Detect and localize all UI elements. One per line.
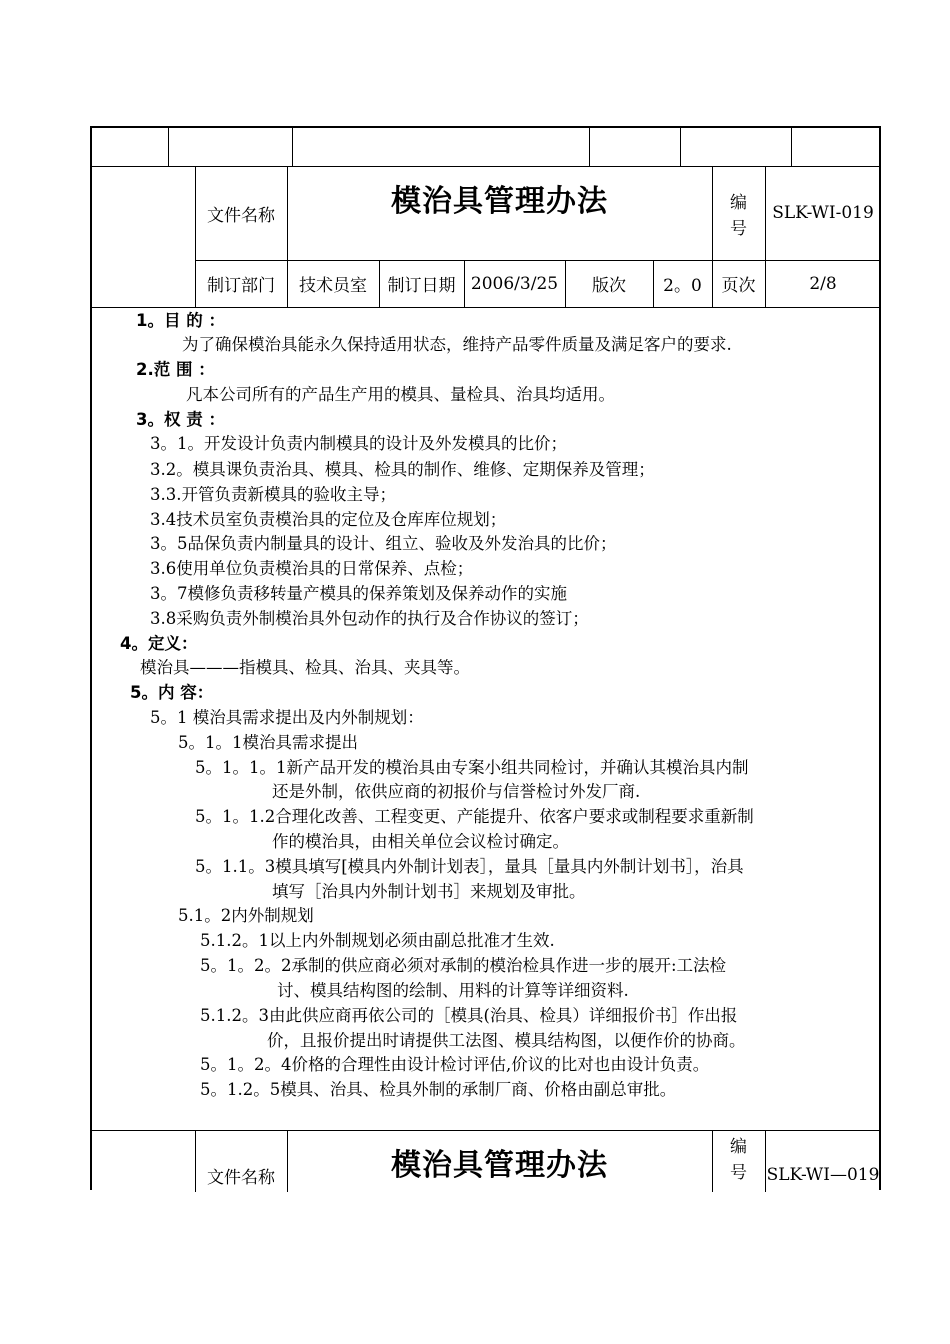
section-5-1-1: 5。1。1模治具需求提出	[178, 733, 358, 752]
content-heading: 5。内 容：	[130, 683, 214, 702]
dept-value: 技术员室	[299, 276, 367, 296]
divider	[168, 128, 169, 166]
responsibility-heading: 3。权 责 ：	[136, 410, 225, 429]
purpose-heading: 1。目 的 ：	[136, 311, 225, 330]
divider	[680, 128, 681, 166]
section-5-1-1-1-cont: 还是外制，依供应商的初报价与信誉检讨外发厂商.	[272, 782, 641, 801]
section-5-1-2-1: 5.1.2。1以上内外制规划必须由副总批准才生效.	[200, 931, 555, 950]
list-item: 3。1。开发设计负责内制模具的设计及外发模具的比价；	[150, 434, 567, 453]
code-label-next-2: 号	[730, 1162, 747, 1183]
list-item: 3.2。模具课负责治具、模具、检具的制作、维修、定期保养及管理；	[150, 460, 655, 479]
section-5-1-1-1: 5。1。1。1新产品开发的模治具由专案小组共同检讨，并确认其模治具内制	[195, 758, 749, 777]
definition-heading: 4。定义：	[120, 634, 198, 653]
section-5-1-2-3-cont: 价，且报价提出时请提供工法图、模具结构图，以便作价的协商。	[267, 1031, 746, 1050]
code-label-next-1: 编	[730, 1136, 747, 1157]
code-label-2: 号	[730, 218, 747, 239]
scope-text: 凡本公司所有的产品生产用的模具、量检具、治具均适用。	[186, 385, 615, 404]
document-title-next: 模治具管理办法	[391, 1148, 608, 1183]
divider	[92, 307, 879, 308]
list-item: 3.6使用单位负责模治具的日常保养、点检；	[150, 559, 474, 578]
doc-name-label: 文件名称	[207, 205, 275, 226]
divider	[92, 1130, 879, 1131]
list-item: 3。7模修负责移转量产模具的保养策划及保养动作的实施	[150, 584, 567, 603]
section-5-1-2-4: 5。1。2。4价格的合理性由设计检讨评估,价议的比对也由设计负责。	[200, 1055, 710, 1074]
page-label: 页次	[721, 276, 756, 296]
section-5-1-1-2-cont: 作的模治具，由相关单位会议检讨确定。	[272, 832, 569, 851]
section-5-1-2: 5.1。2内外制规划	[178, 906, 314, 925]
purpose-text: 为了确保模治具能永久保持适用状态，维持产品零件质量及满足客户的要求.	[182, 335, 732, 354]
divider	[292, 128, 293, 166]
page-value: 2/8	[809, 273, 837, 294]
version-label: 版次	[592, 276, 626, 296]
section-5-1-2-2-cont: 讨、模具结构图的绘制、用料的计算等详细资料.	[277, 981, 629, 1000]
section-5-1-1-3: 5。1.1。3模具填写[模具内外制计划表］，量具［量具内外制计划书］，治具	[195, 857, 744, 876]
document-code: SLK-WI-019	[772, 203, 874, 223]
section-5-1-2-3: 5.1.2。3由此供应商再依公司的［模具(治具、检具）详细报价书］作出报	[200, 1006, 738, 1025]
list-item: 3。5品保负责内制量具的设计、组立、验收及外发治具的比价；	[150, 534, 617, 553]
dept-label: 制订部门	[207, 276, 275, 296]
divider	[589, 128, 590, 166]
document-page	[90, 126, 881, 1190]
document-title: 模治具管理办法	[391, 184, 608, 219]
list-item: 3.4技术员室负责模治具的定位及仓库库位规划；	[150, 510, 507, 529]
code-label-1: 编	[730, 192, 747, 213]
document-code-next: SLK-WI—019	[766, 1165, 880, 1185]
definition-text: 模治具———指模具、检具、治具、夹具等。	[140, 658, 470, 677]
divider	[791, 128, 792, 166]
section-5-1-2-2: 5。1。2。2承制的供应商必须对承制的模治检具作进一步的展开:工法检	[200, 956, 727, 975]
version-value: 2。0	[663, 276, 702, 296]
date-value: 2006/3/25	[470, 273, 559, 294]
date-label: 制订日期	[387, 276, 456, 296]
section-5-1-1-3-cont: 填写［治具内外制计划书］来规划及审批。	[272, 882, 586, 901]
list-item: 3.8采购负责外制模治具外包动作的执行及合作协议的签订；	[150, 609, 589, 628]
section-5-1: 5。1 模治具需求提出及内外制规划：	[150, 708, 424, 727]
doc-name-label-next: 文件名称	[207, 1167, 275, 1188]
list-item: 3.3.开管负责新模具的验收主导；	[150, 485, 396, 504]
section-5-1-1-2: 5。1。1.2合理化改善、工程变更、产能提升、依客户要求或制程要求重新制	[195, 807, 754, 826]
scope-heading: 2.范 围 ：	[136, 360, 215, 379]
section-5-1-2-5: 5。1.2。5模具、治具、检具外制的承制厂商、价格由副总审批。	[200, 1080, 677, 1099]
